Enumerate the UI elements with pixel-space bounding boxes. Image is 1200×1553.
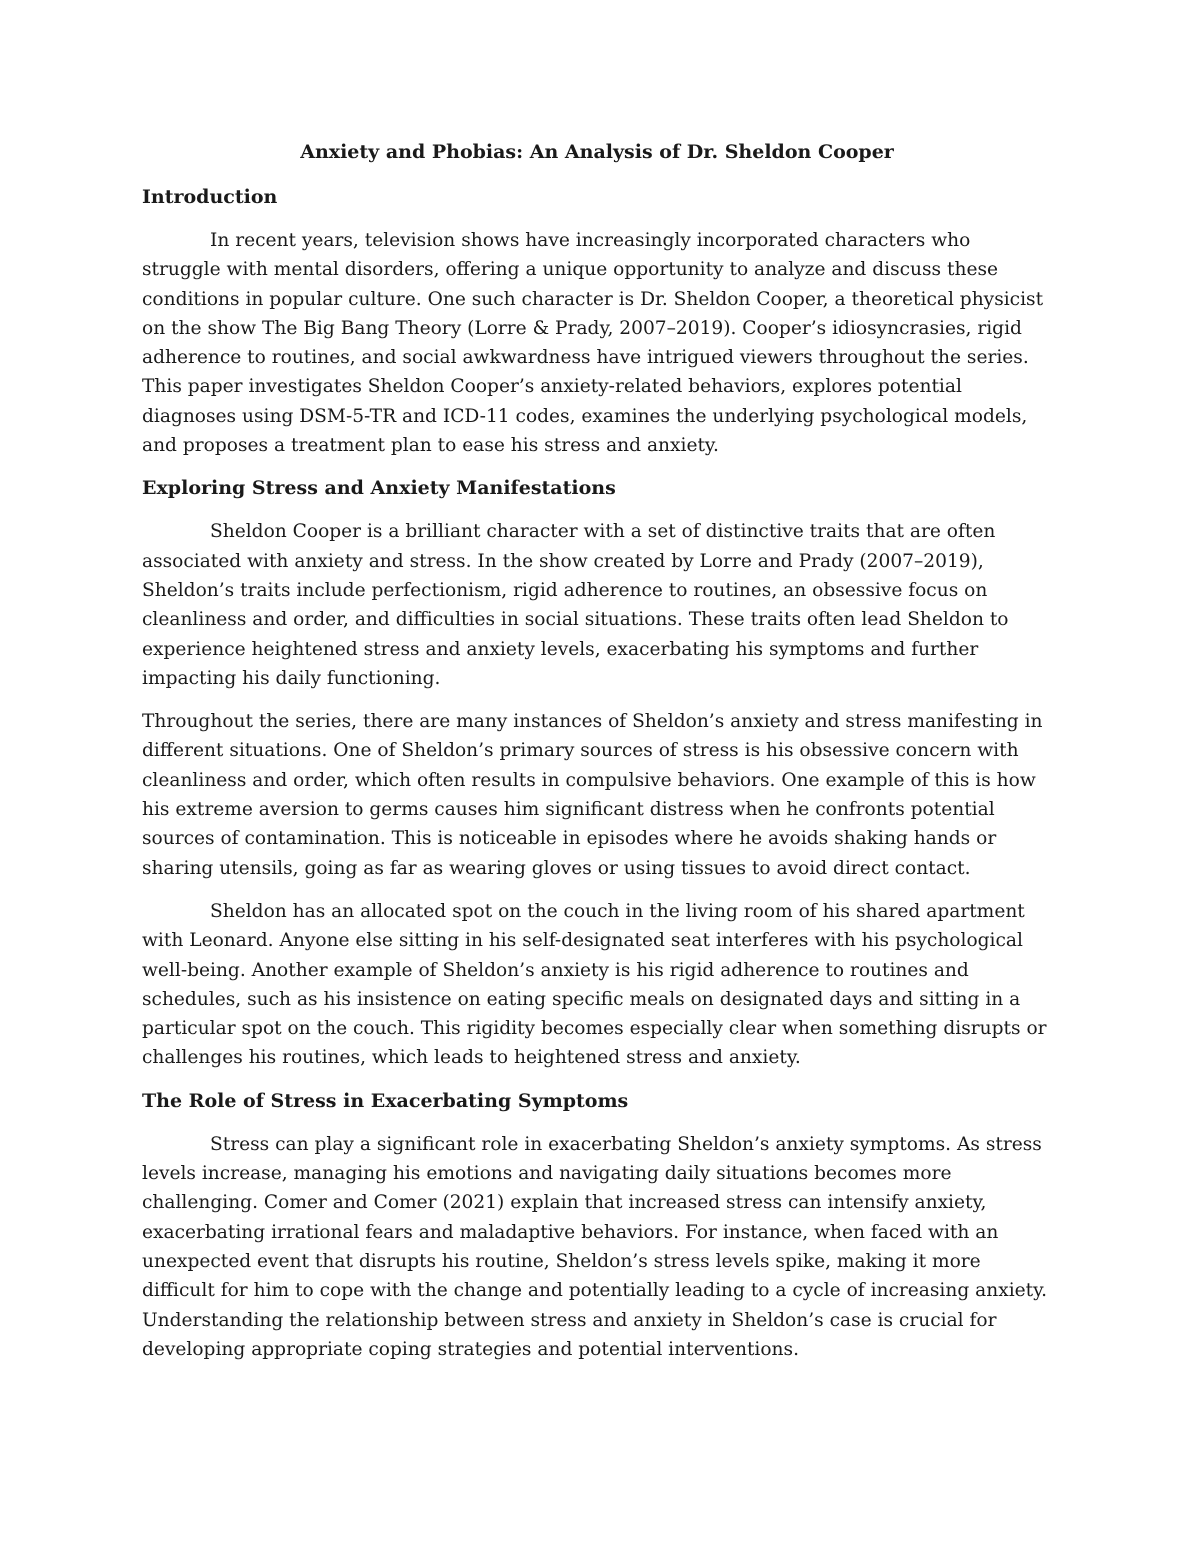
section-heading-exploring-stress: Exploring Stress and Anxiety Manifestations bbox=[142, 477, 616, 500]
document-body bbox=[142, 138, 1052, 1378]
paragraph-introduction: In recent years, television shows have increasingly incorporated characters who struggle with mental disorders, offering a unique opportunity to analyze and discuss these conditions in popular culture. One such character is Dr. Sheldon Cooper, a theoretical physicist on the show The Big Bang Theory (Lorre & Prady, 2007–2019). Cooper’s idiosyncrasies, rigid adherence to routines, and social awkwardness have intrigued viewers throughout the series. This paper investigates Sheldon Cooper’s anxiety-related behaviors, explores potential diagnoses using DSM-5-TR and ICD-11 codes, examines the underlying psychological models, and proposes a treatment plan to ease his stress and anxiety. bbox=[142, 230, 1044, 457]
paragraph-instances: Throughout the series, there are many instances of Sheldon’s anxiety and stress manifesting in different situations. One of Sheldon’s primary sources of stress is his obsessive concern with cleanliness and order, which often results in compulsive behaviors. One example of this is how his extreme aversion to germs causes him significant distress when he confronts potential sources of contamination. This is noticeable in episodes where he avoids shaking hands or sharing utensils, going as far as wearing gloves or using tissues to avoid direct contact. bbox=[142, 711, 1043, 879]
document-title: Anxiety and Phobias: An Analysis of Dr. Sheldon Cooper bbox=[300, 141, 894, 163]
section-heading-role-of-stress: The Role of Stress in Exacerbating Symptoms bbox=[142, 1089, 629, 1112]
paragraph-couch-spot: Sheldon has an allocated spot on the couch in the living room of his shared apartment with Leonard. Anyone else sitting in his self-designated seat interferes with his psychological well-being. Another example of Sheldon’s anxiety is his rigid adherence to routines and schedules, such as his insistence on eating specific meals on designated days and sitting in a particular spot on the couch. This rigidity becomes especially clear when something disrupts or challenges his routines, which leads to heightened stress and anxiety. bbox=[142, 900, 1047, 1069]
paragraph-traits: Sheldon Cooper is a brilliant character with a set of distinctive traits that are often associated with anxiety and stress. In the show created by Lorre and Prady (2007–2019), Sheldon’s traits include perfectionism, rigid adherence to routines, an obsessive focus on cleanliness and order, and difficulties in social situations. These traits often lead Sheldon to experience heightened stress and anxiety levels, exacerbating his symptoms and further impacting his daily functioning. bbox=[142, 521, 1009, 689]
section-heading-introduction: Introduction bbox=[142, 186, 278, 208]
paragraph-role-of-stress: Stress can play a significant role in exacerbating Sheldon’s anxiety symptoms. As stress levels increase, managing his emotions and navigating daily situations becomes more challenging. Comer and Comer (2021) explain that increased stress can intensify anxiety, exacerbating irrational fears and maladaptive behaviors. For instance, when faced with an unexpected event that disrupts his routine, Sheldon’s stress levels spike, making it more difficult for him to cope with the change and potentially leading to a cycle of increasing anxiety. Understanding the relationship between stress and anxiety in Sheldon’s case is crucial for developing appropriate coping strategies and potential interventions. bbox=[142, 1133, 1048, 1360]
